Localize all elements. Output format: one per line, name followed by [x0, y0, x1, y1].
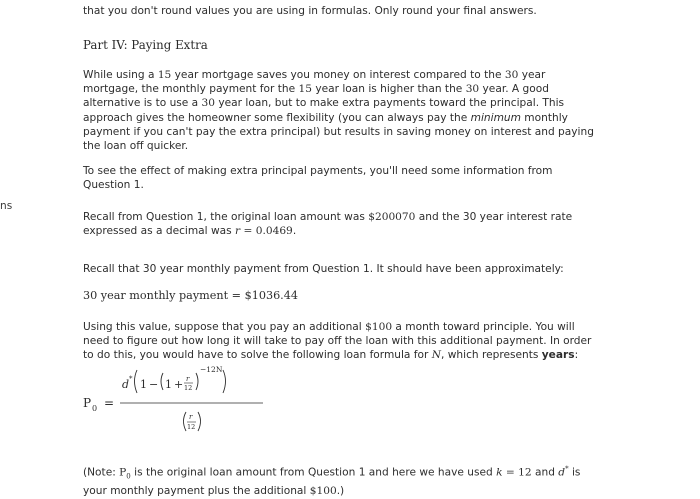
paragraph-mortgage: While using a 15 year mortgage saves you money on interest compared to the 30 year mortgage, the monthly payment for the 15 year loan is higher than the 30 year. A good alternative is to use a 30 year loan, but to make extra payments toward the principal. This approach gives the homeowner some flexibility (you can always pay the minimum monthly payment if you can't pay the extra principal) but results in saving money on interest and paying the loan off quicker.	[83, 69, 594, 153]
loan-formula	[83, 356, 283, 448]
paragraph-effect: To see the effect of making extra principal payments, you'll need some information from Question 1.	[83, 165, 553, 192]
formula-paren-inner-left	[161, 373, 163, 390]
formula-den-r: r	[189, 413, 193, 421]
gutter-fragment: ns	[0, 200, 13, 212]
note-paragraph: (Note: $P_0$ is the original loan amount from Question 1 and here we have used k = 12 and d* is your monthly payment plus the additional $100.)	[83, 465, 581, 497]
formula-den-12: 12	[187, 423, 196, 431]
formula-p: P	[83, 396, 92, 410]
formula-paren-outer-left	[135, 370, 138, 393]
formula-paren-inner-right	[196, 373, 198, 390]
formula-one: 1	[140, 378, 147, 391]
formula-d: d	[122, 378, 130, 391]
monthly-payment-value: $1036.44	[244, 289, 298, 302]
formula-exponent: −12N	[200, 365, 223, 374]
formula-star: *	[129, 375, 133, 383]
paragraph-recall-payment: Recall that 30 year monthly payment from Question 1. It should have been approximately:	[83, 263, 564, 275]
formula-paren-den-left	[184, 412, 187, 431]
formula-equals: =	[104, 396, 115, 410]
interest-rate: 0.0469	[255, 225, 293, 238]
formula-one-b: 1	[165, 378, 172, 391]
loan-amount: $200070	[368, 211, 416, 223]
formula-plus: +	[174, 378, 184, 391]
formula-p-sub: 0	[92, 404, 98, 413]
paragraph-extra-payment: Using this value, suppose that you pay an additional $100 a month toward principle. You will need to figure out how long it will take to pay off the loan with this additional payment. In order to do this, you would have to solve the following loan formula for N, which represents years:	[83, 321, 592, 362]
left-gutter	[0, 0, 62, 499]
intro-line: that you don't round values you are using in formulas. Only round your final answers.	[83, 5, 537, 17]
formula-r: r	[186, 375, 190, 383]
formula-minus: −	[149, 378, 159, 391]
paragraph-recall-loan: Recall from Question 1, the original loan amount was $200070 and the 30 year interest rate expressed as a decimal was r = 0.0469.	[83, 211, 573, 238]
formula-paren-den-right	[198, 412, 201, 431]
formula-twelve: 12	[184, 384, 193, 392]
formula-paren-outer-right	[223, 370, 226, 393]
part-heading: Part IV: Paying Extra	[83, 38, 208, 52]
monthly-payment-line: 30 year monthly payment = $1036.44	[83, 289, 298, 302]
